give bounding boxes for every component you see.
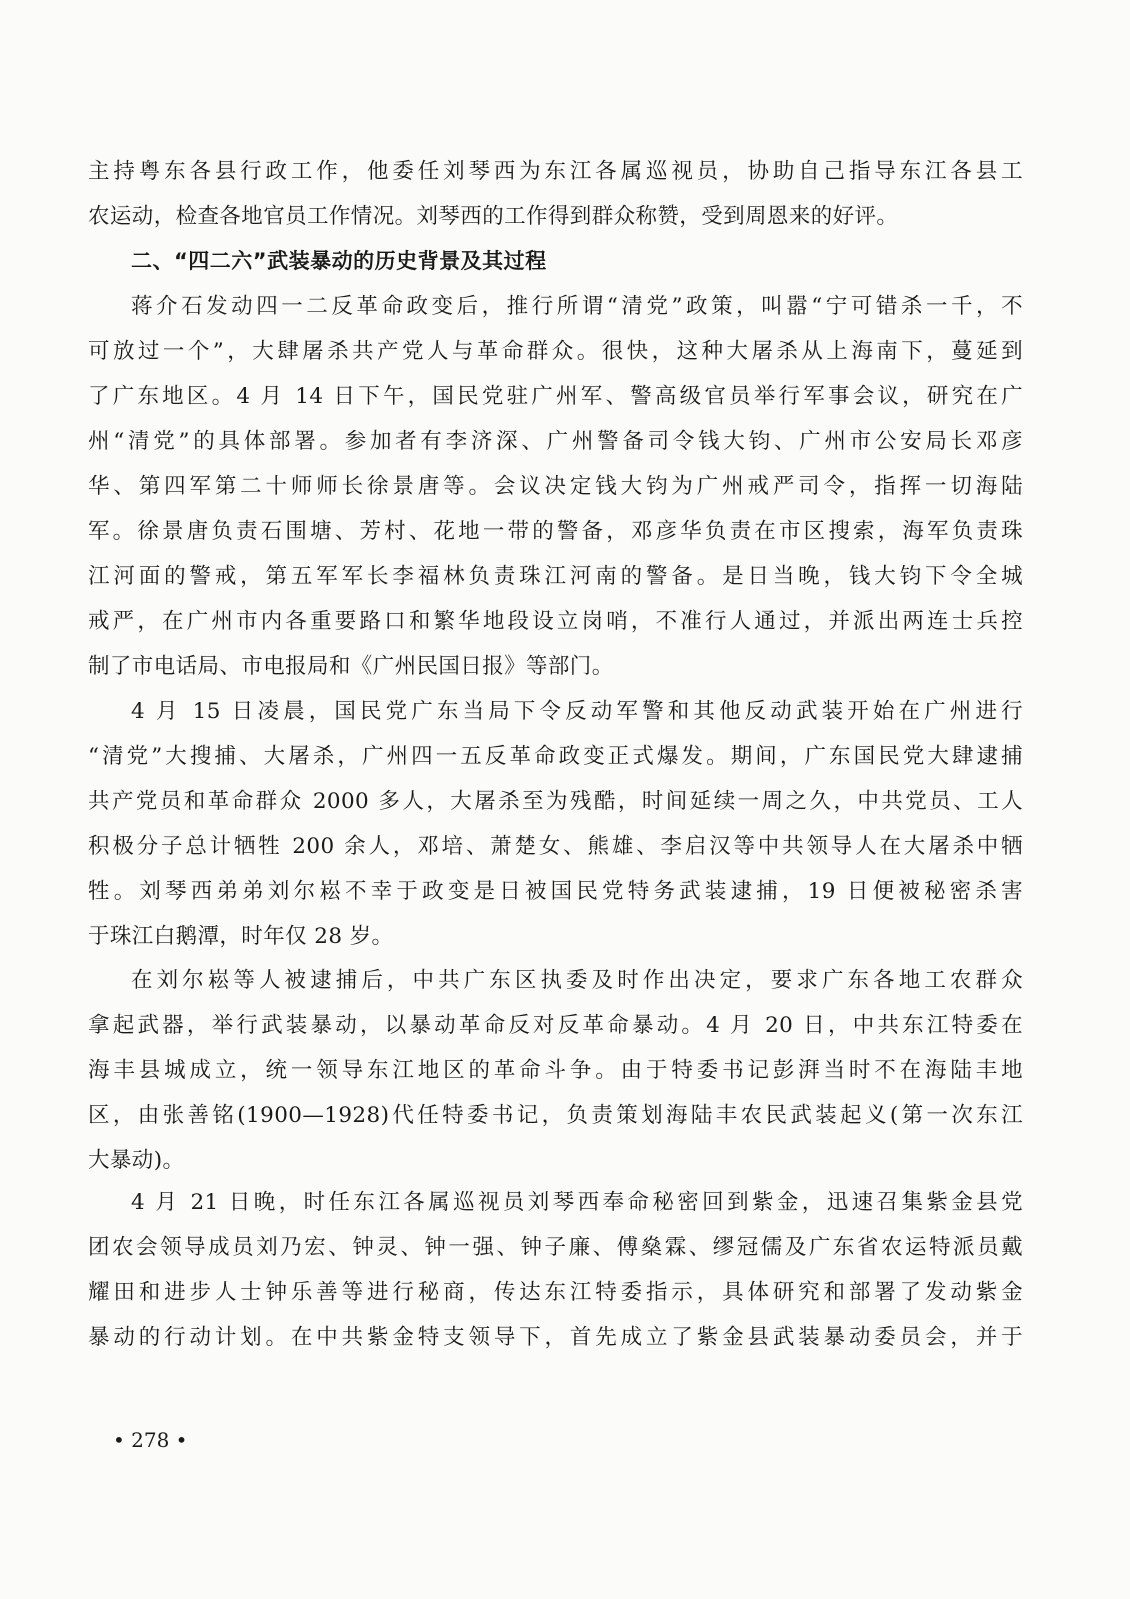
text-line: 牲。刘琴西弟弟刘尔崧不幸于政变是日被国民党特务武装逮捕，19 日便被秘密杀害 <box>88 879 1023 904</box>
paragraph-3 <box>88 958 1023 1183</box>
text-line: 州“清党”的具体部署。参加者有李济深、广州警备司令钱大钧、广州市公安局长邓彦 <box>88 429 1023 454</box>
text-line: 华、第四军第二十师师长徐景唐等。会议决定钱大钧为广州戒严司令，指挥一切海陆 <box>88 474 1023 499</box>
text-line: 军。徐景唐负责石围塘、芳村、花地一带的警备，邓彦华负责在市区搜索，海军负责珠 <box>88 519 1023 544</box>
paragraph-continued <box>88 149 1023 239</box>
text-line: 耀田和进步人士钟乐善等进行秘商，传达东江特委指示，具体研究和部署了发动紫金 <box>88 1280 1023 1305</box>
text-line: 主持粤东各县行政工作，他委任刘琴西为东江各属巡视员，协助自己指导东江各县工 <box>88 159 1023 184</box>
text-line: 江河面的警戒，第五军军长李福林负责珠江河南的警备。是日当晚，钱大钧下令全城 <box>88 564 1023 589</box>
text-line: 暴动的行动计划。在中共紫金特支领导下，首先成立了紫金县武装暴动委员会，并于 <box>88 1325 1023 1350</box>
text-line: 在刘尔崧等人被逮捕后，中共广东区执委及时作出决定，要求广东各地工农群众 <box>131 968 1023 993</box>
paragraph-4 <box>88 1180 1023 1360</box>
text-line: 大暴动)。 <box>88 1148 185 1173</box>
text-line: 4 月 21 日晚，时任东江各属巡视员刘琴西奉命秘密回到紫金，迅速召集紫金县党 <box>131 1190 1023 1215</box>
text-line: 团农会领导成员刘乃宏、钟灵、钟一强、钟子廉、傅燊霖、缪冠儒及广东省农运特派员戴 <box>88 1235 1023 1260</box>
section-heading: 二、“四二六”武装暴动的历史背景及其过程 <box>131 249 547 273</box>
text-line: 蒋介石发动四一二反革命政变后，推行所谓“清党”政策，叫嚣“宁可错杀一千，不 <box>131 294 1023 319</box>
page-number: • 278 • <box>113 1428 188 1452</box>
text-line: 了广东地区。4 月 14 日下午，国民党驻广州军、警高级官员举行军事会议，研究在广 <box>88 384 1023 409</box>
text-line: 共产党员和革命群众 2000 多人，大屠杀至为残酷，时间延续一周之久，中共党员、工人 <box>88 789 1023 814</box>
text-line: 4 月 15 日凌晨，国民党广东当局下令反动军警和其他反动武装开始在广州进行 <box>131 699 1023 724</box>
text-line: 戒严，在广州市内各重要路口和繁华地段设立岗哨，不准行人通过，并派出两连士兵控 <box>88 609 1023 634</box>
text-line: 区，由张善铭(1900—1928)代任特委书记，负责策划海陆丰农民武装起义(第一次东江 <box>88 1103 1023 1128</box>
text-line: 海丰县城成立，统一领导东江地区的革命斗争。由于特委书记彭湃当时不在海陆丰地 <box>88 1058 1023 1083</box>
text-line: 积极分子总计牺牲 200 余人，邓培、萧楚女、熊雄、李启汉等中共领导人在大屠杀中牺 <box>88 834 1023 859</box>
text-line: 农运动，检查各地官员工作情况。刘琴西的工作得到群众称赞，受到周恩来的好评。 <box>88 204 899 229</box>
text-line: 于珠江白鹅潭，时年仅 28 岁。 <box>88 924 394 949</box>
paragraph-2 <box>88 689 1023 959</box>
paragraph-1 <box>88 284 1023 689</box>
text-line: 制了市电话局、市电报局和《广州民国日报》等部门。 <box>88 654 614 679</box>
text-line: “清党”大搜捕、大屠杀，广州四一五反革命政变正式爆发。期间，广东国民党大肆逮捕 <box>88 744 1023 769</box>
text-line: 拿起武器，举行武装暴动，以暴动革命反对反革命暴动。4 月 20 日，中共东江特委在 <box>88 1013 1023 1038</box>
text-line: 可放过一个”，大肆屠杀共产党人与革命群众。很快，这种大屠杀从上海南下，蔓延到 <box>88 339 1023 364</box>
